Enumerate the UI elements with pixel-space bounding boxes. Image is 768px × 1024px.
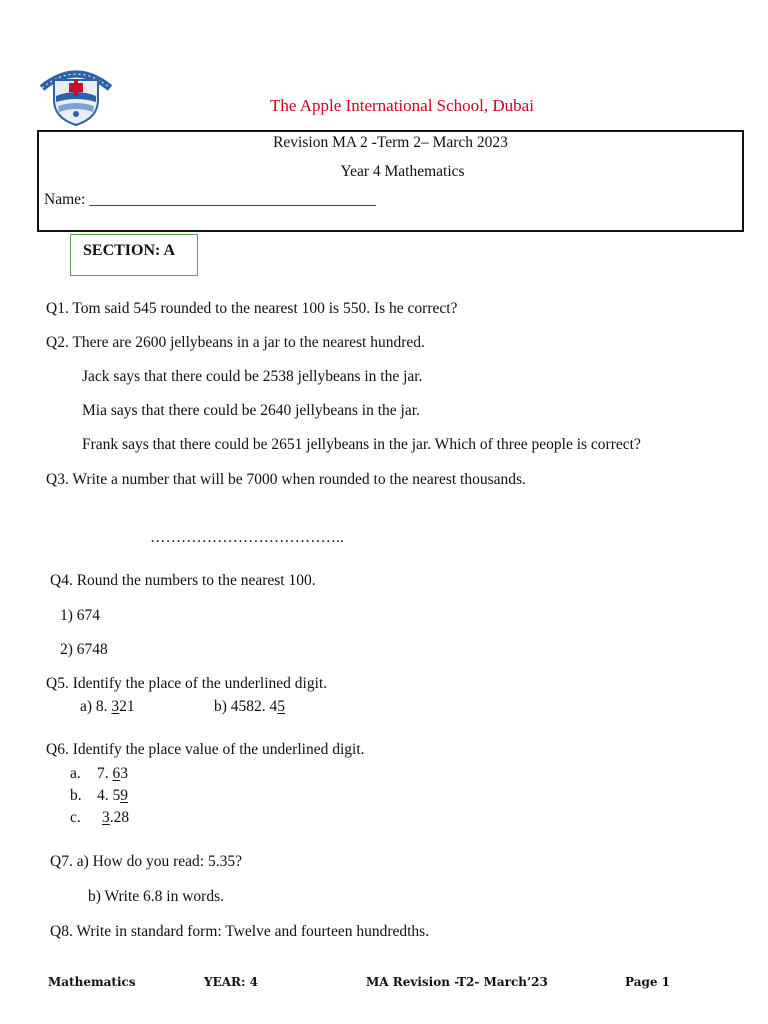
- underlined-digit: 3: [111, 698, 120, 715]
- question-4: Q4. Round the numbers to the nearest 100.: [50, 572, 316, 589]
- question-5: Q5. Identify the place of the underlined digit.: [46, 675, 328, 692]
- question-6-part-b-marker: b.: [70, 787, 82, 804]
- question-6-part-c-marker: c.: [70, 809, 81, 826]
- section-label: SECTION: A: [83, 242, 176, 259]
- underlined-digit: 6: [112, 765, 121, 782]
- underlined-digit: 3: [102, 809, 110, 826]
- footer-page-number: Page 1: [625, 975, 671, 989]
- worksheet-subject: Year 4 Mathematics: [340, 163, 465, 180]
- question-7-part-a: Q7. a) How do you read: 5.35?: [50, 853, 242, 870]
- underlined-digit: 9: [120, 787, 128, 804]
- question-5-part-b: b) 4582. 45: [214, 698, 286, 715]
- question-8: Q8. Write in standard form: Twelve and fourteen hundredths.: [50, 923, 430, 940]
- name-field[interactable]: Name: _____________________________________: [44, 191, 376, 208]
- question-3-answer-line[interactable]: ………………………………..: [150, 529, 344, 546]
- question-6: Q6. Identify the place value of the underlined digit.: [46, 741, 365, 758]
- question-3: Q3. Write a number that will be 7000 when rounded to the nearest thousands.: [46, 471, 526, 488]
- footer-year: YEAR: 4: [204, 975, 258, 989]
- footer-revision: MA Revision -T2- March’23: [366, 975, 548, 989]
- worksheet-header-box: [37, 130, 744, 232]
- question-6-part-a: 7. 63: [97, 765, 128, 782]
- underlined-digit: 5: [277, 698, 286, 715]
- question-1: Q1. Tom said 545 rounded to the nearest 100 is 550. Is he correct?: [46, 300, 458, 317]
- question-2-frank: Frank says that there could be 2651 jellybeans in the jar. Which of three people is correct?: [82, 436, 641, 453]
- question-6-part-a-marker: a.: [70, 765, 81, 782]
- question-6-part-c: 3.28: [102, 809, 130, 826]
- question-4-item-1: 1) 674: [60, 607, 101, 624]
- question-4-item-2: 2) 6748: [60, 641, 108, 658]
- section-label-box: [70, 234, 198, 276]
- question-5-part-a: a) 8. 321: [80, 698, 135, 715]
- question-2-jack: Jack says that there could be 2538 jellybeans in the jar.: [82, 368, 423, 385]
- footer-subject: Mathematics: [48, 975, 136, 989]
- question-2-mia: Mia says that there could be 2640 jellybeans in the jar.: [82, 402, 420, 419]
- question-7-part-b: b) Write 6.8 in words.: [88, 888, 224, 905]
- worksheet-title: Revision MA 2 -Term 2– March 2023: [273, 134, 508, 151]
- question-2: Q2. There are 2600 jellybeans in a jar to the nearest hundred.: [46, 334, 425, 351]
- question-6-part-b: 4. 59: [97, 787, 128, 804]
- school-name: The Apple International School, Dubai: [270, 96, 534, 115]
